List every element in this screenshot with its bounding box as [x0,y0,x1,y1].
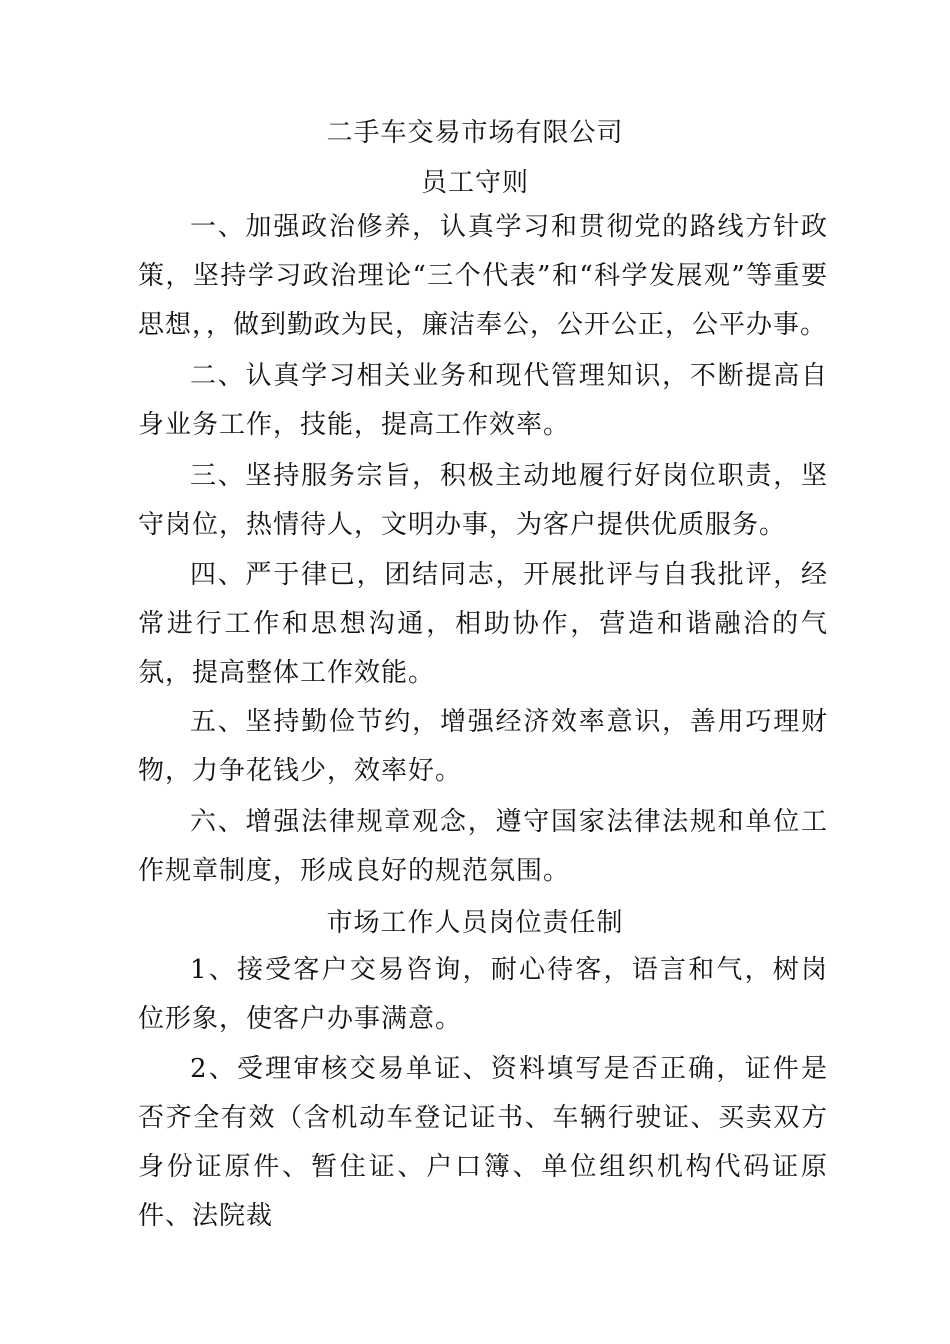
company-title: 二手车交易市场有限公司 [326,118,624,148]
rule-item-2: 二、认真学习相关业务和现代管理知识，不断提高自身业务工作，技能，提高工作效率。 [138,361,828,440]
duty-item-1: 1、接受客户交易咨询，耐心待客，语言和气，树岗位形象，使客户办事满意。 [138,955,828,1034]
rule-item-6: 六、增强法律规章观念，遵守国家法律法规和单位工作规章制度，形成良好的规范氛围。 [138,807,828,886]
duty-item-2: 2、受理审核交易单证、资料填写是否正确，证件是否齐全有效（含机动车登记证书、车辆行驶证、买卖双方身份证原件、暂住证、户口簿、单位组织机构代码证原件、法院裁 [138,1054,828,1231]
rule-item-1: 一、加强政治修养，认真学习和贯彻党的路线方针政策，坚持学习政治理论“三个代表”和“科学发展观”等重要思想，，做到勤政为民，廉洁奉公，公开公正，公平办事。 [138,212,828,340]
section-heading-staff-rules: 员工守则 [420,168,529,198]
rule-item-5: 五、坚持勤俭节约，增强经济效率意识，善用巧理财物，力争花钱少，效率好。 [138,707,828,786]
section-heading-job-responsibility: 市场工作人员岗位责任制 [326,908,624,938]
rule-item-3: 三、坚持服务宗旨，积极主动地履行好岗位职责，坚守岗位，热情待人，文明办事，为客户提供优质服务。 [138,461,828,540]
rule-item-4: 四、严于律已，团结同志，开展批评与自我批评，经常进行工作和思想沟通，相助协作，营造和谐融洽的气氛，提高整体工作效能。 [138,560,828,688]
